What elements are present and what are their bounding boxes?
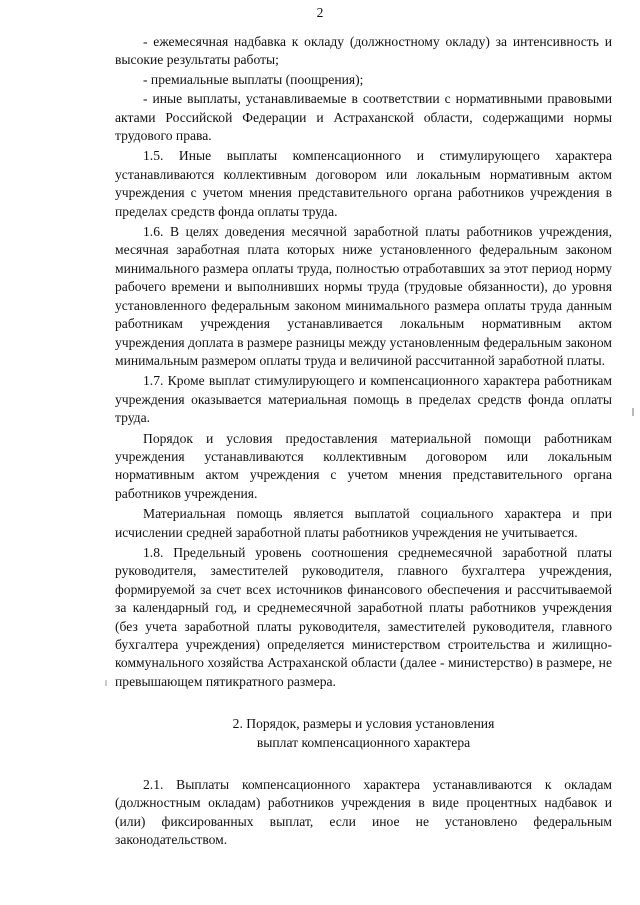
paragraph-bullet-other: - иные выплаты, устанавливаемые в соответствии с нормативными правовыми актами Российской Федерации и Астраханской области, содержащими нормы трудового права. — [115, 91, 612, 144]
section-heading-line2: выплат компенсационного характера — [256, 734, 471, 750]
scan-edge-mark — [632, 408, 634, 416]
paragraph-2-1: 2.1. Выплаты компенсационного характера устанавливаются к окладам (должностным окладам) работников учреждения в виде процентных надбавок и (или) фиксированных выплат, если иное не установлено федеральным законодательством. — [115, 777, 612, 848]
paragraph-bullet-intensity: - ежемесячная надбавка к окладу (должностному окладу) за интенсивность и высокие результаты работы; — [115, 34, 612, 68]
section-heading-line1: 2. Порядок, размеры и условия установления — [232, 716, 495, 732]
paragraph-material-aid-order: Порядок и условия предоставления материальной помощи работникам учреждения устанавливаются коллективным договором или локальным нормативным актом учреждения с учетом мнения представительного органа работников учреждения. — [115, 430, 612, 501]
paragraph-1-6: 1.6. В целях доведения месячной заработной платы работников учреждения, месячная заработная плата которых ниже установленного федеральным законом минимального размера оплаты труда, полностью отработавших за этот период норму рабочего времени и выполнивших нормы труда (трудовые обязанности), до уровня установленного федеральным законом минимального размера оплаты труда данным работникам учреждения устанавливается локальным нормативным актом учреждения доплата в размере разницы между установленным федеральным законом минимальным размером оплаты труда и величиной рассчитанной заработной платы. — [115, 224, 612, 368]
paragraph-1-5: 1.5. Иные выплаты компенсационного и стимулирующего характера устанавливаются коллективным договором или локальным нормативным актом учреждения с учетом мнения представительного органа работников учреждения в пределах средств фонда оплаты труда. — [115, 148, 612, 219]
section-heading — [115, 715, 612, 752]
page-number: 2 — [316, 5, 324, 20]
paragraph-bullet-bonuses: - премиальные выплаты (поощрения); — [143, 71, 364, 87]
paragraph-1-7: 1.7. Кроме выплат стимулирующего и компенсационного характера работникам учреждения оказывается материальная помощь в пределах средств фонда оплаты труда. — [115, 373, 612, 426]
document-body — [115, 33, 612, 851]
paragraph-1-8: 1.8. Предельный уровень соотношения среднемесячной заработной платы руководителя, заместителей руководителя, главного бухгалтера учреждения, формируемой за счет всех источников финансового обеспечения и рассчитываемой за календарный год, и среднемесячной заработной платы работников учреждения (без учета заработной платы руководителя, заместителей руководителя, главного бухгалтера учреждения) определяется министерством строительства и жилищно-коммунального хозяйства Астраханской области (далее - министерство) в размере, не превышающем пятикратного размера. — [115, 544, 612, 689]
paragraph-material-aid-social: Материальная помощь является выплатой социального характера и при исчислении средней заработной платы работников учреждения не учитывается. — [115, 506, 612, 540]
scan-edge-mark-left — [105, 680, 107, 686]
